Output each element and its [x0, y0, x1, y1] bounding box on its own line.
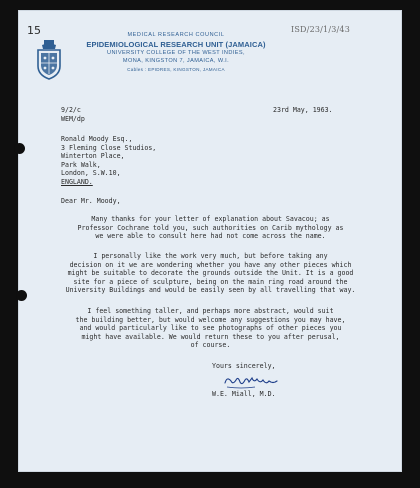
- paragraph-line: University Buildings and would be easily seen by all travelling that way.: [65, 286, 356, 295]
- letterhead-council: MEDICAL RESEARCH COUNCIL: [127, 32, 225, 38]
- paragraph-line: the building better, but would welcome any suggestions you may have,: [75, 315, 346, 324]
- letterhead-cables: Cables : EPIDRES, KINGSTON, JAMAICA: [127, 67, 225, 72]
- paragraph-line: Many thanks for your letter of explanation about Savacou; as: [91, 215, 330, 223]
- reference-block: [61, 106, 85, 123]
- recipient-address: [61, 135, 156, 187]
- royal-crest-icon: [34, 40, 64, 80]
- letterhead-address: MONA, KINGSTON 7, JAMAICA, W.I.: [122, 58, 230, 64]
- paragraph-line: Professor Cochrane told you, such authorities on Carib mythology as: [77, 223, 344, 232]
- address-line: 3 Fleming Close Studios,: [61, 143, 157, 152]
- closing: Yours sincerely,: [212, 362, 276, 370]
- salutation: Dear Mr. Moody,: [61, 197, 121, 205]
- archive-item-number: 15: [27, 24, 41, 37]
- address-line: London, S.W.10,: [61, 169, 121, 178]
- paragraph-line: might be suitable to decorate the grounds outside the Unit. It is a good: [67, 269, 354, 278]
- typist-initials: WEM/dp: [61, 114, 85, 123]
- address-country: ENGLAND.: [61, 177, 93, 186]
- signatory-name: W.E. Miall, M.D.: [212, 390, 276, 398]
- paragraph-line: site for a piece of sculpture, being on the main ring road around the: [73, 277, 348, 286]
- reference-number: 9/2/c: [61, 106, 81, 114]
- paragraph-line: I personally like the work very much, but before taking any: [93, 252, 328, 260]
- body-paragraph: [58, 252, 363, 295]
- body-paragraph: [58, 215, 363, 241]
- paragraph-line: of course.: [190, 341, 231, 350]
- paragraph-line: I feel something taller, and perhaps more abstract, would suit: [87, 307, 334, 315]
- letterhead-college: UNIVERSITY COLLEGE OF THE WEST INDIES,: [107, 50, 245, 56]
- paragraph-line: might have available. We would return these to you after perusal,: [81, 332, 340, 341]
- address-line: Ronald Moody Esq.,: [61, 135, 133, 143]
- paragraph-line: and would particularly like to see photographs of other pieces you: [79, 324, 342, 333]
- paragraph-line: we were able to consult here had not come across the name.: [95, 232, 326, 241]
- letter-date: 23rd May, 1963.: [273, 106, 333, 114]
- letter-page: [18, 10, 402, 472]
- archive-reference: ISD/23/1/3/43: [291, 25, 350, 34]
- letterhead-unit-name: EPIDEMIOLOGICAL RESEARCH UNIT (JAMAICA): [86, 40, 266, 49]
- paragraph-line: decision on it we are wondering whether you have any other pieces which: [69, 260, 352, 269]
- body-paragraph: [58, 307, 363, 350]
- handwritten-signature: [221, 372, 285, 390]
- address-line: Winterton Place,: [61, 152, 125, 161]
- punch-hole: [14, 143, 25, 154]
- address-line: Park Walk,: [61, 160, 101, 169]
- punch-hole: [16, 290, 27, 301]
